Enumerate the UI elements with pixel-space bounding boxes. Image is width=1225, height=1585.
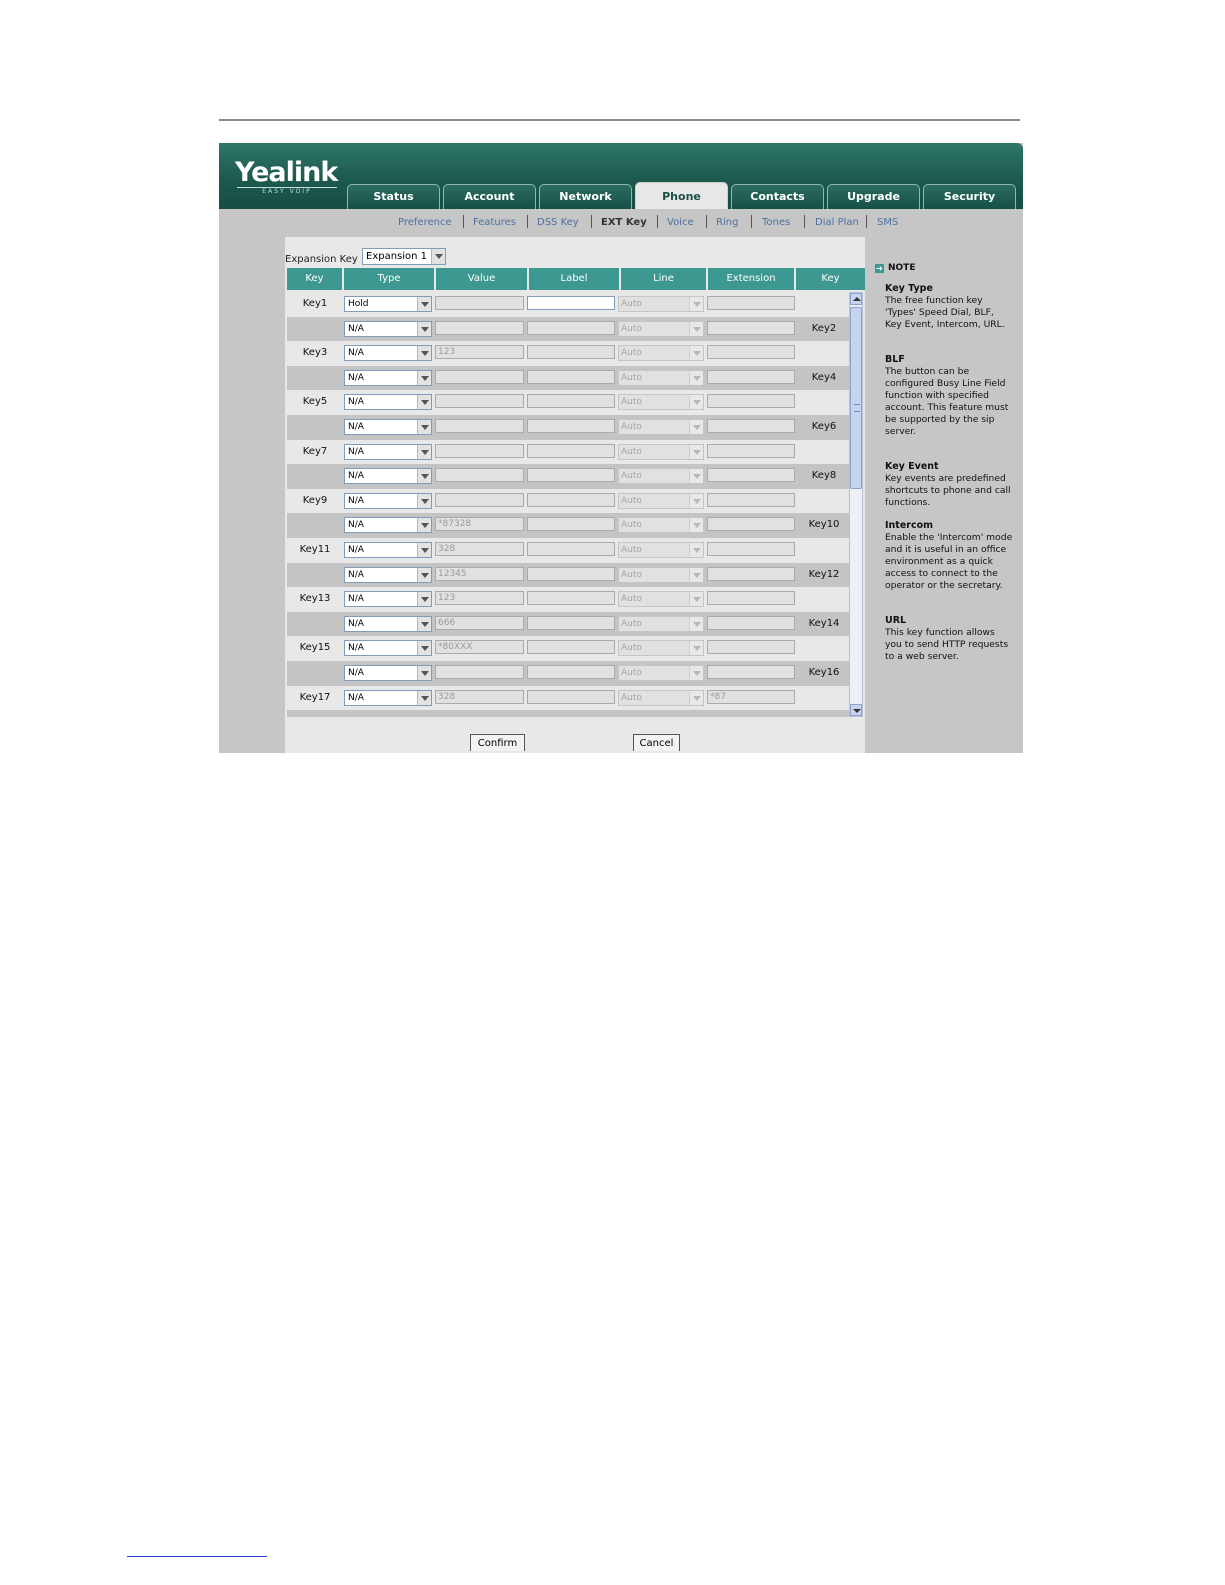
- note-body: This key function allows you to send HTTP requests to a web server.: [885, 627, 1009, 662]
- type-select[interactable]: [344, 640, 432, 656]
- chevron-down-icon[interactable]: [689, 666, 703, 680]
- subnav-dial-plan[interactable]: Dial Plan: [815, 217, 859, 228]
- extension-input[interactable]: [707, 321, 795, 335]
- subnav-separator: [591, 215, 592, 228]
- table-row: [287, 464, 849, 489]
- line-select-value: Auto: [621, 668, 642, 678]
- type-select-value: N/A: [348, 569, 364, 580]
- type-select[interactable]: [344, 542, 432, 558]
- value-input[interactable]: 328: [435, 690, 524, 704]
- chevron-down-icon[interactable]: [417, 445, 431, 459]
- tab-security[interactable]: Security: [923, 184, 1016, 209]
- label-input[interactable]: [527, 321, 615, 335]
- table-row: [287, 440, 849, 465]
- line-select-value: Auto: [621, 495, 642, 506]
- chevron-down-icon[interactable]: [689, 494, 703, 508]
- table-row: [287, 341, 849, 366]
- type-select-value: N/A: [348, 594, 364, 605]
- line-select[interactable]: [618, 296, 704, 312]
- expansion-select-value: Expansion 1: [366, 251, 428, 262]
- table-row: [287, 292, 849, 317]
- chevron-down-icon[interactable]: [417, 469, 431, 483]
- note-body: Enable the 'Intercom' mode and it is useful in an office environment as a quick access to connect to the operator or the secretary.: [885, 532, 1013, 591]
- tab-account[interactable]: Account: [443, 184, 536, 209]
- line-select[interactable]: [618, 493, 704, 509]
- chevron-down-icon[interactable]: [689, 691, 703, 705]
- chevron-down-icon[interactable]: [417, 395, 431, 409]
- note-title: URL: [885, 615, 907, 626]
- label-input[interactable]: [527, 542, 615, 556]
- expansion-select[interactable]: [362, 248, 446, 265]
- chevron-down-icon[interactable]: [689, 420, 703, 434]
- logo-tagline: EASY VOIP: [237, 187, 337, 195]
- type-select[interactable]: [344, 394, 432, 410]
- table-row: [287, 661, 849, 686]
- line-select-value: Auto: [621, 643, 642, 654]
- chevron-down-icon[interactable]: [689, 346, 703, 360]
- subnav-separator: [751, 215, 752, 228]
- value-input[interactable]: [435, 296, 524, 310]
- key-left-cell: Key7: [302, 445, 328, 457]
- col-line: Line: [621, 268, 708, 290]
- table-row: [287, 563, 849, 588]
- line-select-value: Auto: [621, 692, 642, 703]
- chevron-down-icon[interactable]: [417, 543, 431, 557]
- subnav-separator: [463, 215, 464, 228]
- line-select[interactable]: [618, 345, 704, 361]
- col-label: Label: [529, 268, 621, 290]
- label-input[interactable]: [527, 394, 615, 408]
- line-select-value: Auto: [621, 520, 642, 531]
- type-select-value: N/A: [348, 545, 364, 555]
- extension-input[interactable]: [707, 640, 795, 654]
- subnav-separator: [527, 215, 528, 228]
- chevron-down-icon[interactable]: [689, 518, 703, 532]
- key-table-body: [287, 292, 863, 717]
- value-input[interactable]: [435, 665, 524, 679]
- note-panel: [865, 237, 1023, 753]
- label-input[interactable]: [527, 665, 615, 679]
- scroll-thumb[interactable]: [850, 307, 862, 489]
- table-row: [287, 489, 849, 514]
- chevron-down-icon[interactable]: [689, 395, 703, 409]
- line-select-value: Auto: [621, 471, 642, 482]
- extension-input[interactable]: *87: [707, 690, 795, 704]
- key-right-cell: Key6: [811, 421, 837, 432]
- chevron-down-icon[interactable]: [689, 297, 703, 311]
- type-select-value: N/A: [348, 348, 364, 359]
- note-intercom: [885, 520, 1013, 592]
- label-input[interactable]: [527, 567, 615, 581]
- header-bar: [219, 143, 1023, 209]
- type-select-value: N/A: [348, 520, 364, 531]
- tab-network[interactable]: Network: [539, 184, 632, 209]
- confirm-button[interactable]: Confirm: [470, 734, 525, 751]
- type-select[interactable]: [344, 370, 432, 386]
- scroll-up-button[interactable]: [850, 293, 862, 305]
- note-url: [885, 615, 1013, 663]
- key-left-cell: Key3: [302, 347, 328, 359]
- label-input[interactable]: [527, 616, 615, 630]
- expansion-key-label: Expansion Key: [285, 254, 358, 265]
- table-row: [287, 636, 849, 661]
- subnav-separator: [706, 215, 707, 228]
- note-title: BLF: [885, 354, 905, 365]
- chevron-down-icon[interactable]: [431, 249, 445, 264]
- line-select-value: Auto: [621, 569, 642, 580]
- note-body: Key events are predefined shortcuts to phone and call functions.: [885, 473, 1011, 508]
- type-select-value: N/A: [348, 446, 364, 457]
- key-left-cell: Key11: [299, 544, 331, 555]
- label-input[interactable]: [527, 444, 615, 458]
- table-row: [287, 366, 849, 391]
- line-select[interactable]: [618, 591, 704, 607]
- col-key-right: Key: [796, 268, 865, 290]
- extension-input[interactable]: [707, 493, 795, 507]
- note-blf: [885, 354, 1013, 438]
- key-left-cell: Key13: [299, 593, 331, 605]
- value-input[interactable]: [435, 444, 524, 458]
- chevron-down-icon[interactable]: [689, 445, 703, 459]
- chevron-down-icon[interactable]: [689, 543, 703, 557]
- line-select-value: Auto: [621, 446, 642, 457]
- label-input[interactable]: [527, 493, 615, 507]
- col-extension: Extension: [708, 268, 796, 290]
- type-select[interactable]: [344, 690, 432, 706]
- note-title: Key Type: [885, 283, 933, 294]
- subnav-voice[interactable]: Voice: [667, 217, 694, 228]
- extension-input[interactable]: [707, 394, 795, 408]
- value-input[interactable]: [435, 321, 524, 335]
- line-select[interactable]: [618, 616, 704, 632]
- label-input[interactable]: [527, 640, 615, 654]
- extension-input[interactable]: [707, 665, 795, 679]
- type-select[interactable]: [344, 296, 432, 312]
- note-title: Key Event: [885, 461, 939, 472]
- tab-phone[interactable]: Phone: [635, 182, 728, 209]
- value-input[interactable]: *87328: [435, 517, 524, 531]
- type-select-value: N/A: [348, 495, 364, 506]
- table-scrollbar[interactable]: [849, 292, 863, 717]
- subnav-ext-key[interactable]: EXT Key: [601, 217, 647, 228]
- label-input[interactable]: [527, 345, 615, 359]
- chevron-down-icon[interactable]: [689, 592, 703, 606]
- chevron-down-icon[interactable]: [417, 297, 431, 311]
- chevron-down-icon[interactable]: [689, 617, 703, 631]
- value-input[interactable]: *80XXX: [435, 640, 524, 654]
- subnav-dss-key[interactable]: DSS Key: [537, 217, 579, 228]
- line-select[interactable]: [618, 321, 704, 337]
- extension-input[interactable]: [707, 517, 795, 531]
- chevron-down-icon[interactable]: [689, 568, 703, 582]
- extension-input[interactable]: [707, 468, 795, 482]
- extension-input[interactable]: [707, 370, 795, 384]
- table-row: [287, 513, 849, 538]
- extension-input[interactable]: [707, 542, 795, 556]
- chevron-down-icon[interactable]: [417, 494, 431, 508]
- arrow-down-icon: [853, 709, 861, 713]
- table-row: [287, 538, 849, 563]
- note-title: Intercom: [885, 520, 934, 531]
- label-input[interactable]: [527, 296, 615, 310]
- chevron-down-icon[interactable]: [417, 666, 431, 680]
- note-body: The button can be configured Busy Line Field function with specified account. This feature must be supported by the sip server.: [885, 366, 1009, 437]
- type-select-value: N/A: [348, 692, 364, 703]
- line-select-value: Auto: [621, 299, 642, 309]
- chevron-down-icon[interactable]: [417, 420, 431, 434]
- note-heading: [875, 263, 915, 273]
- type-select[interactable]: [344, 345, 432, 361]
- type-select-value: N/A: [348, 372, 364, 383]
- label-input[interactable]: [527, 690, 615, 704]
- type-select[interactable]: [344, 616, 432, 632]
- chevron-down-icon[interactable]: [689, 469, 703, 483]
- chevron-down-icon[interactable]: [417, 346, 431, 360]
- extension-input[interactable]: [707, 444, 795, 458]
- subnav-features[interactable]: Features: [473, 217, 516, 228]
- label-input[interactable]: [527, 370, 615, 384]
- chevron-down-icon[interactable]: [689, 322, 703, 336]
- type-select[interactable]: [344, 567, 432, 583]
- line-select-value: Auto: [621, 397, 642, 408]
- type-select-value: N/A: [348, 643, 364, 654]
- tab-status[interactable]: Status: [347, 184, 440, 209]
- col-value: Value: [436, 268, 529, 290]
- subnav-sms[interactable]: SMS: [877, 217, 899, 228]
- type-select[interactable]: [344, 665, 432, 681]
- table-row: [287, 587, 849, 612]
- extension-input[interactable]: [707, 591, 795, 605]
- line-select-value: Auto: [621, 422, 642, 432]
- type-select[interactable]: [344, 468, 432, 484]
- line-select[interactable]: [618, 640, 704, 656]
- type-select-value: N/A: [348, 618, 364, 629]
- arrow-right-icon: ➜: [876, 264, 883, 273]
- type-select-value: N/A: [348, 397, 364, 408]
- subnav-separator: [657, 215, 658, 228]
- table-row: [287, 710, 849, 717]
- sub-navigation: [219, 209, 1023, 237]
- line-select[interactable]: [618, 468, 704, 484]
- value-input[interactable]: 666: [435, 616, 524, 630]
- chevron-down-icon[interactable]: [417, 691, 431, 705]
- value-input[interactable]: [435, 419, 524, 433]
- line-select-value: Auto: [621, 545, 642, 555]
- subnav-separator: [804, 215, 805, 228]
- note-key-type: [885, 283, 1013, 331]
- line-select[interactable]: [618, 542, 704, 558]
- key-left-cell: Key1: [302, 298, 328, 309]
- value-input[interactable]: [435, 468, 524, 482]
- table-row: [287, 317, 849, 342]
- key-left-cell: Key17: [299, 691, 331, 703]
- line-select[interactable]: [618, 517, 704, 533]
- col-key: Key: [287, 268, 344, 290]
- key-right-cell: Key10: [808, 519, 840, 531]
- type-select[interactable]: [344, 321, 432, 337]
- line-select[interactable]: [618, 665, 704, 681]
- line-select[interactable]: [618, 444, 704, 460]
- cancel-button[interactable]: Cancel: [633, 734, 680, 751]
- type-select[interactable]: [344, 419, 432, 435]
- chevron-down-icon[interactable]: [417, 371, 431, 385]
- line-select[interactable]: [618, 370, 704, 386]
- page-top-rule: [219, 119, 1020, 121]
- extension-input[interactable]: [707, 616, 795, 630]
- table-row: [287, 390, 849, 415]
- table-row: [287, 415, 849, 440]
- chevron-down-icon[interactable]: [417, 518, 431, 532]
- line-select-value: Auto: [621, 594, 642, 605]
- extension-input[interactable]: [707, 296, 795, 310]
- subnav-separator: [866, 215, 867, 228]
- key-right-cell: Key14: [808, 617, 840, 629]
- tab-upgrade[interactable]: Upgrade: [827, 184, 920, 209]
- note-key-event: [885, 461, 1013, 509]
- type-select[interactable]: [344, 591, 432, 607]
- type-select-value: Hold: [348, 299, 369, 309]
- key-right-cell: Key12: [808, 568, 840, 580]
- value-input[interactable]: [435, 394, 524, 408]
- grip-icon: [854, 404, 860, 412]
- chevron-down-icon[interactable]: [417, 617, 431, 631]
- label-input[interactable]: [527, 419, 615, 433]
- subnav-ring[interactable]: Ring: [716, 217, 739, 228]
- value-input[interactable]: 123: [435, 345, 524, 359]
- note-body: The free function key 'Types' Speed Dial, BLF, Key Event, Intercom, URL.: [885, 295, 1005, 330]
- extension-input[interactable]: [707, 567, 795, 581]
- chevron-down-icon[interactable]: [417, 592, 431, 606]
- type-select-value: N/A: [348, 668, 364, 678]
- value-input[interactable]: 328: [435, 542, 524, 556]
- type-select-value: N/A: [348, 422, 364, 432]
- chevron-down-icon[interactable]: [417, 322, 431, 336]
- chevron-down-icon[interactable]: [689, 371, 703, 385]
- line-select-value: Auto: [621, 323, 642, 334]
- type-select-value: N/A: [348, 471, 364, 482]
- value-input[interactable]: [435, 493, 524, 507]
- label-input[interactable]: [527, 468, 615, 482]
- label-input[interactable]: [527, 517, 615, 531]
- line-select[interactable]: [618, 690, 704, 706]
- line-select-value: Auto: [621, 618, 642, 629]
- type-select-value: N/A: [348, 323, 364, 334]
- table-row: [287, 686, 849, 711]
- value-input[interactable]: [435, 370, 524, 384]
- extension-input[interactable]: [707, 345, 795, 359]
- line-select[interactable]: [618, 567, 704, 583]
- chevron-down-icon[interactable]: [689, 641, 703, 655]
- line-select-value: Auto: [621, 372, 642, 383]
- value-input[interactable]: 12345: [435, 567, 524, 581]
- extension-input[interactable]: [707, 419, 795, 433]
- arrow-up-icon: [853, 297, 861, 301]
- col-type: Type: [344, 268, 436, 290]
- web-admin-window: [219, 143, 1023, 753]
- label-input[interactable]: [527, 591, 615, 605]
- line-select[interactable]: [618, 394, 704, 410]
- key-right-cell: Key8: [811, 470, 837, 482]
- tab-contacts[interactable]: Contacts: [731, 184, 824, 209]
- key-left-cell: Key15: [299, 642, 331, 654]
- note-heading-text: NOTE: [888, 263, 916, 273]
- chevron-down-icon[interactable]: [417, 568, 431, 582]
- chevron-down-icon[interactable]: [417, 641, 431, 655]
- subnav-tones[interactable]: Tones: [762, 217, 791, 228]
- table-row: [287, 612, 849, 637]
- value-input[interactable]: 123: [435, 591, 524, 605]
- key-left-cell: Key5: [302, 396, 328, 408]
- key-right-cell: Key4: [811, 371, 837, 383]
- type-select[interactable]: [344, 444, 432, 460]
- footer-link-underline[interactable]: [127, 1556, 267, 1557]
- line-select-value: Auto: [621, 348, 642, 359]
- key-right-cell: Key2: [811, 322, 837, 334]
- ext-key-panel: [285, 237, 865, 753]
- key-left-cell: Key9: [302, 494, 328, 506]
- subnav-preference[interactable]: Preference: [398, 217, 452, 228]
- key-right-cell: Key16: [808, 667, 840, 678]
- scroll-down-button[interactable]: [850, 704, 862, 716]
- yealink-logo: Yealink: [235, 157, 338, 188]
- type-select[interactable]: [344, 493, 432, 509]
- type-select[interactable]: [344, 517, 432, 533]
- line-select[interactable]: [618, 419, 704, 435]
